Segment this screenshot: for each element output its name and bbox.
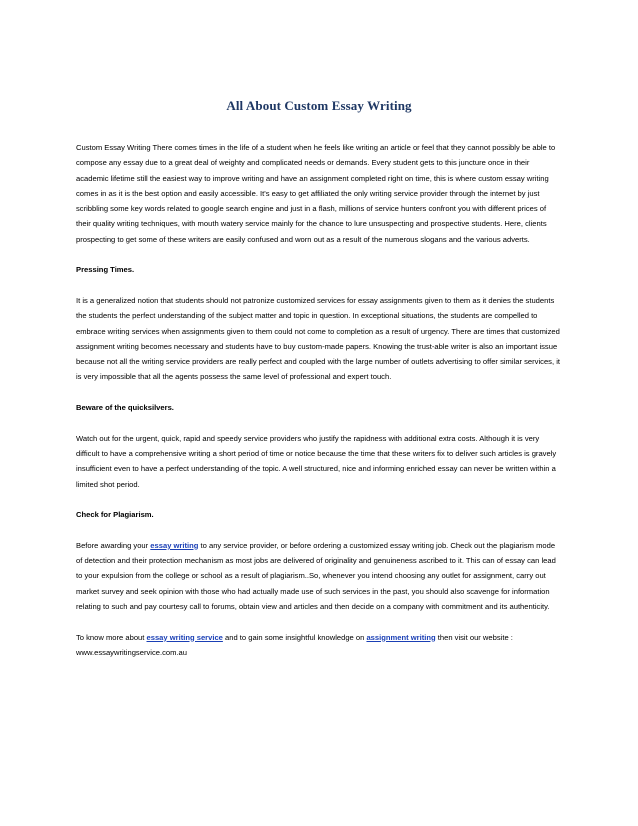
document-title: All About Custom Essay Writing <box>226 98 412 113</box>
closing-text-2: and to gain some insightful knowledge on <box>222 632 367 642</box>
section-paragraph-plagiarism <box>76 538 562 614</box>
closing-text-1: To know more about <box>76 632 147 642</box>
intro-paragraph: Custom Essay Writing There comes times in the life of a student when he feels like writing an article or feel that they cannot possibly be able to compose any essay due to a great deal of weighty and complicated needs or demands. Every student gets to this juncture once in their academic lifetime still the easiest way to improve writing and have an assignment completed right on time, this is where custom essay writing comes in as it is the best option and easily accessible. It's easy to get affiliated the only writing service provider through the internet by just scribbling some key words related to google search engine and just in a flash, millions of service hunters confront you with different prices of their quality writing techniques, with mouth watery service mainly for the chance to lure unsuspecting and prospective students. Here, clients prospecting to get some of these writers are easily confused and worn out as a result of the numerous slogans and the various adverts. <box>76 143 556 244</box>
closing-text-3: then visit our website : www.essaywritingservice.com.au <box>76 632 513 657</box>
closing-paragraph <box>76 630 562 661</box>
plagiarism-text-after: to any service provider, or before ordering a customized essay writing job. Check out the plagiarism mode of detection and their protection mechanism as most jobs are delivered of originality and genuineness ascribed to it. This can of essay can lead to your expulsion from the college or school as a result of plagiarism..So, whenever you intend choosing any outlet for assignment, carry out market survey and seek opinion with those who had actually made use of such services in the past, you should also scavenge for information relating to such and pay courtesy call to forums, obtain view and articles and then decide on a company with commitment and its authenticity. <box>76 540 556 611</box>
document-body <box>76 140 562 675</box>
section-paragraph-pressing-times: It is a generalized notion that students should not patronize customized services for essay assignments given to them as it denies the students the students the perfect understanding of the subject matter and topic in question. In exceptional situations, the students are compelled to embrace writing services when assignments given to them could not come to completion as a result of urgency. There are times that customized assignment writing becomes necessary and students have to buy custom-made papers. Knowing the trust-able writer is also an important issue because not all the writing service providers are really perfect and coupled with the large number of outlets advertising to offer similar services, it is very impossible that all the agents possess the same level of professional and expert touch. <box>76 295 560 382</box>
assignment-writing-link[interactable]: assignment writing <box>366 632 436 642</box>
essay-writing-link[interactable]: essay writing <box>150 540 199 550</box>
section-heading-pressing-times: Pressing Times. <box>76 265 135 275</box>
plagiarism-text-before: Before awarding your <box>76 540 151 550</box>
section-paragraph-quicksilvers: Watch out for the urgent, quick, rapid and speedy service providers who justify the rapidness with additional extra costs. Although it is very difficult to have a comprehensive writing a short period of time or notice because the time that these writers fix to deliver such articles is gravely insufficient even to have a perfect understanding of the topic. A well structured, nice and informing enriched essay can never be written within a limited shot period. <box>76 433 557 489</box>
essay-writing-service-link[interactable]: essay writing service <box>146 632 223 642</box>
section-heading-plagiarism: Check for Plagiarism. <box>76 510 154 520</box>
section-heading-quicksilvers: Beware of the quicksilvers. <box>76 403 174 413</box>
